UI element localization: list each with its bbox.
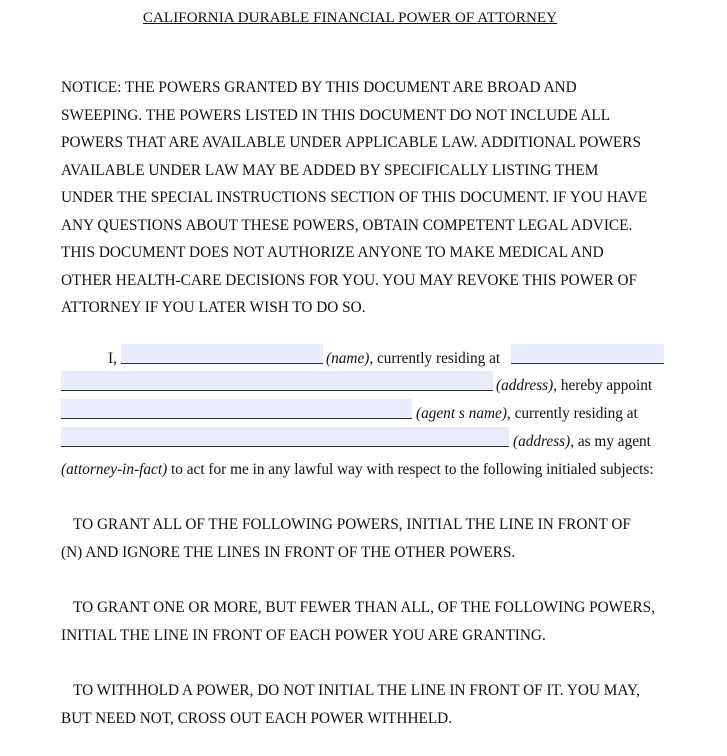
name-label: (name): [326, 350, 370, 367]
form-row-principal: [61, 347, 701, 373]
notice-line: NOTICE: THE POWERS GRANTED BY THIS DOCUMENT ARE BROAD AND: [61, 79, 577, 96]
address-label: (address): [496, 377, 554, 394]
i-label: I,: [108, 350, 117, 367]
notice-line: OTHER HEALTH-CARE DECISIONS FOR YOU. YOU MAY REVOKE THIS POWER OF: [61, 271, 638, 289]
form-row-agent-address: [61, 430, 701, 456]
notice-line: ATTORNEY IF YOU LATER WISH TO DO SO.: [61, 299, 366, 316]
notice-line: POWERS THAT ARE AVAILABLE UNDER APPLICABLE LAW. ADDITIONAL POWERS: [61, 134, 641, 151]
as-agent-label: , as my agent: [570, 433, 651, 450]
instruction-line: TO GRANT ONE OR MORE, BUT FEWER THAN ALL, OF THE FOLLOWING POWERS,: [73, 599, 655, 616]
principal-name-field[interactable]: [121, 344, 323, 364]
form-row-agent: [61, 402, 701, 428]
form-row-subjects: [61, 458, 701, 484]
notice-line: ANY QUESTIONS ABOUT THESE POWERS, OBTAIN COMPETENT LEGAL ADVICE.: [61, 216, 633, 234]
agent-address-label: (address): [513, 433, 571, 450]
residing-label: , currently residing at: [369, 350, 501, 367]
notice-line: SWEEPING. THE POWERS LISTED IN THIS DOCUMENT DO NOT INCLUDE ALL: [61, 106, 611, 124]
instruction-line: TO GRANT ALL OF THE FOLLOWING POWERS, INITIAL THE LINE IN FRONT OF: [73, 516, 631, 533]
instruction-line: TO WITHHOLD A POWER, DO NOT INITIAL THE LINE IN FRONT OF IT. YOU MAY,: [73, 682, 640, 699]
attorney-in-fact-label: (attorney-in-fact): [61, 461, 168, 478]
instruction-line: (N) AND IGNORE THE LINES IN FRONT OF THE OTHER POWERS.: [61, 544, 516, 561]
notice-line: UNDER THE SPECIAL INSTRUCTIONS SECTION OF THIS DOCUMENT. IF YOU HAVE: [61, 189, 648, 206]
agent-name-field[interactable]: [61, 399, 412, 419]
notice-line: AVAILABLE UNDER LAW MAY BE ADDED BY SPECIFICALLY LISTING THEM: [61, 161, 599, 179]
principal-address-field-2[interactable]: [61, 371, 493, 391]
agent-residing-label: , currently residing at: [506, 405, 638, 422]
form-row-address: [61, 374, 701, 400]
instruction-grant-all: [61, 511, 701, 567]
instruction-withhold: [61, 677, 701, 733]
instruction-line: BUT NEED NOT, CROSS OUT EACH POWER WITHHELD.: [61, 710, 453, 727]
notice-block: [61, 74, 701, 322]
notice-line: THIS DOCUMENT DOES NOT AUTHORIZE ANYONE TO MAKE MEDICAL AND: [61, 244, 604, 261]
instruction-line: INITIAL THE LINE IN FRONT OF EACH POWER YOU ARE GRANTING.: [61, 627, 546, 644]
document-title: CALIFORNIA DURABLE FINANCIAL POWER OF ATTORNEY: [142, 10, 558, 26]
instruction-grant-some: [61, 594, 701, 650]
agent-name-label: (agent s name): [416, 405, 507, 422]
subjects-label: to act for me in any lawful way with respect to the following initialed subjects:: [167, 461, 654, 478]
agent-address-field[interactable]: [61, 427, 509, 447]
appoint-label: , hereby appoint: [553, 377, 653, 394]
principal-address-field-1[interactable]: [511, 344, 664, 364]
